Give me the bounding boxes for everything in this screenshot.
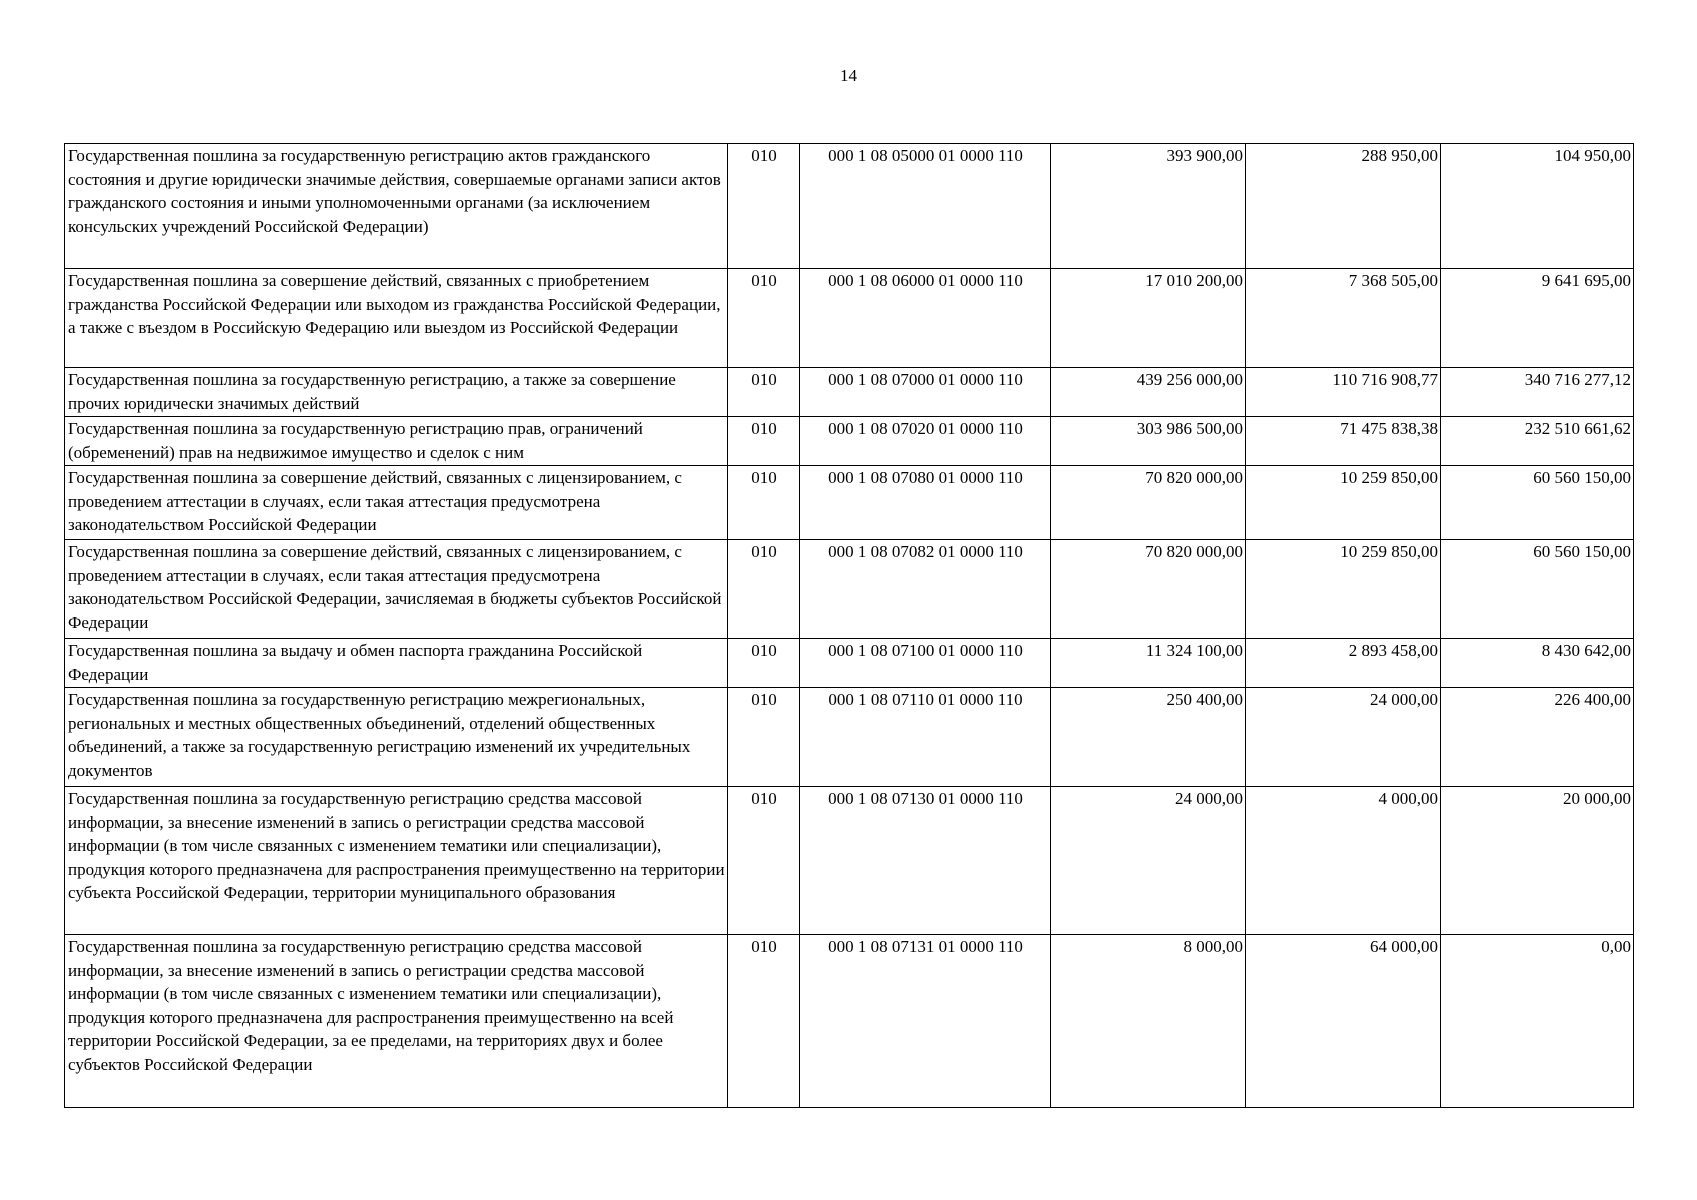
amount-cell: 439 256 000,00 [1051, 368, 1246, 417]
table-row [65, 787, 1634, 935]
table-row [65, 269, 1634, 368]
admin-code: 010 [728, 368, 800, 417]
revenue-description: Государственная пошлина за совершение действий, связанных с лицензированием, с проведением аттестации в случаях, если такая аттестация предусмотрена законодательством Российской Федерации, зачисляемая в бюджеты субъектов Российской Федерации [65, 540, 728, 639]
amount-cell: 70 820 000,00 [1051, 540, 1246, 639]
admin-code: 010 [728, 787, 800, 935]
amount-cell: 4 000,00 [1246, 787, 1441, 935]
revenue-description: Государственная пошлина за совершение действий, связанных с приобретением гражданства Российской Федерации или выходом из гражданства Российской Федерации, а также с въездом в Российскую Федерацию или выездом из Российской Федерации [65, 269, 728, 368]
budget-classification-code: 000 1 08 06000 01 0000 110 [800, 269, 1051, 368]
amount-cell: 71 475 838,38 [1246, 417, 1441, 466]
amount-cell: 24 000,00 [1051, 787, 1246, 935]
admin-code: 010 [728, 639, 800, 688]
table-row [65, 466, 1634, 540]
amount-cell: 393 900,00 [1051, 144, 1246, 269]
amount-cell: 20 000,00 [1441, 787, 1634, 935]
amount-cell: 340 716 277,12 [1441, 368, 1634, 417]
amount-cell: 11 324 100,00 [1051, 639, 1246, 688]
revenue-description: Государственная пошлина за государственную регистрацию средства массовой информации, за внесение изменений в запись о регистрации средства массовой информации (в том числе связанных с изменением тематики или специализации), продукция которого предназначена для распространения преимущественно на территории субъекта Российской Федерации, территории муниципального образования [65, 787, 728, 935]
revenue-table [64, 143, 1634, 1108]
amount-cell: 70 820 000,00 [1051, 466, 1246, 540]
revenue-description: Государственная пошлина за государственную регистрацию актов гражданского состояния и другие юридически значимые действия, совершаемые органами записи актов гражданского состояния и иными уполномоченными органами (за исключением консульских учреждений Российской Федерации) [65, 144, 728, 269]
table-row [65, 368, 1634, 417]
revenue-description: Государственная пошлина за государственную регистрацию межрегиональных, региональных и местных общественных объединений, отделений общественных объединений, а также за государственную регистрацию изменений их учредительных документов [65, 688, 728, 787]
amount-cell: 9 641 695,00 [1441, 269, 1634, 368]
admin-code: 010 [728, 466, 800, 540]
table-row [65, 417, 1634, 466]
admin-code: 010 [728, 144, 800, 269]
amount-cell: 17 010 200,00 [1051, 269, 1246, 368]
admin-code: 010 [728, 269, 800, 368]
revenue-description: Государственная пошлина за выдачу и обмен паспорта гражданина Российской Федерации [65, 639, 728, 688]
revenue-description: Государственная пошлина за совершение действий, связанных с лицензированием, с проведением аттестации в случаях, если такая аттестация предусмотрена законодательством Российской Федерации [65, 466, 728, 540]
budget-classification-code: 000 1 08 07020 01 0000 110 [800, 417, 1051, 466]
budget-classification-code: 000 1 08 07000 01 0000 110 [800, 368, 1051, 417]
admin-code: 010 [728, 688, 800, 787]
amount-cell: 64 000,00 [1246, 935, 1441, 1108]
amount-cell: 2 893 458,00 [1246, 639, 1441, 688]
amount-cell: 104 950,00 [1441, 144, 1634, 269]
budget-classification-code: 000 1 08 07082 01 0000 110 [800, 540, 1051, 639]
admin-code: 010 [728, 417, 800, 466]
amount-cell: 10 259 850,00 [1246, 466, 1441, 540]
amount-cell: 110 716 908,77 [1246, 368, 1441, 417]
amount-cell: 226 400,00 [1441, 688, 1634, 787]
amount-cell: 232 510 661,62 [1441, 417, 1634, 466]
table-row [65, 144, 1634, 269]
amount-cell: 288 950,00 [1246, 144, 1441, 269]
amount-cell: 250 400,00 [1051, 688, 1246, 787]
budget-classification-code: 000 1 08 07131 01 0000 110 [800, 935, 1051, 1108]
amount-cell: 60 560 150,00 [1441, 540, 1634, 639]
amount-cell: 7 368 505,00 [1246, 269, 1441, 368]
budget-classification-code: 000 1 08 07130 01 0000 110 [800, 787, 1051, 935]
budget-classification-code: 000 1 08 07080 01 0000 110 [800, 466, 1051, 540]
admin-code: 010 [728, 935, 800, 1108]
revenue-description: Государственная пошлина за государственную регистрацию, а также за совершение прочих юридически значимых действий [65, 368, 728, 417]
table-row [65, 639, 1634, 688]
page-number: 14 [840, 66, 857, 85]
table-row [65, 688, 1634, 787]
revenue-description: Государственная пошлина за государственную регистрацию средства массовой информации, за внесение изменений в запись о регистрации средства массовой информации (в том числе связанных с изменением тематики или специализации), продукция которого предназначена для распространения преимущественно на всей территории Российской Федерации, за ее пределами, на территориях двух и более субъектов Российской Федерации [65, 935, 728, 1108]
amount-cell: 303 986 500,00 [1051, 417, 1246, 466]
budget-classification-code: 000 1 08 05000 01 0000 110 [800, 144, 1051, 269]
table-row [65, 540, 1634, 639]
table-row [65, 935, 1634, 1108]
admin-code: 010 [728, 540, 800, 639]
amount-cell: 8 000,00 [1051, 935, 1246, 1108]
budget-classification-code: 000 1 08 07110 01 0000 110 [800, 688, 1051, 787]
budget-classification-code: 000 1 08 07100 01 0000 110 [800, 639, 1051, 688]
amount-cell: 24 000,00 [1246, 688, 1441, 787]
amount-cell: 10 259 850,00 [1246, 540, 1441, 639]
amount-cell: 60 560 150,00 [1441, 466, 1634, 540]
amount-cell: 0,00 [1441, 935, 1634, 1108]
amount-cell: 8 430 642,00 [1441, 639, 1634, 688]
revenue-description: Государственная пошлина за государственную регистрацию прав, ограничений (обременений) прав на недвижимое имущество и сделок с ним [65, 417, 728, 466]
